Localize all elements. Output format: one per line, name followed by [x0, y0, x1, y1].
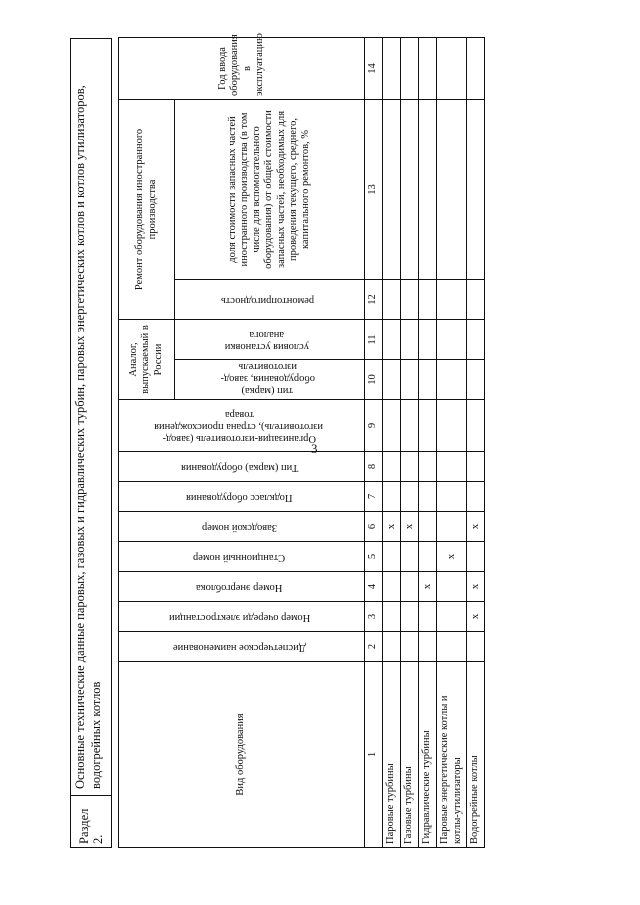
table-cell — [401, 572, 419, 602]
table-cell — [401, 602, 419, 632]
header-subclass: Подкласс оборудования — [119, 482, 365, 512]
page-number: 3 — [311, 441, 318, 456]
column-number: 14 — [365, 37, 383, 99]
column-number: 12 — [365, 279, 383, 319]
table-row — [419, 37, 437, 847]
table-cell — [467, 360, 485, 400]
table-row — [467, 37, 485, 847]
table-cell — [383, 572, 401, 602]
column-number-row — [365, 37, 383, 847]
table-cell — [419, 400, 437, 452]
section-header — [70, 38, 112, 848]
table-cell — [383, 632, 401, 662]
table-cell — [401, 360, 419, 400]
table-cell — [437, 319, 467, 359]
header-plant-queue: Номер очереди электростанции — [119, 602, 365, 632]
table-cell — [383, 319, 401, 359]
table-cell — [437, 632, 467, 662]
table-cell — [401, 37, 419, 99]
table-cell — [419, 542, 437, 572]
table-cell — [467, 542, 485, 572]
table-cell — [401, 542, 419, 572]
table-cell — [383, 37, 401, 99]
table-cell — [383, 482, 401, 512]
cell-mark: x — [467, 602, 485, 632]
table-cell — [419, 99, 437, 279]
table-cell — [437, 360, 467, 400]
header-serial-number: Заводской номер — [119, 512, 365, 542]
row-equipment-name: Паровые турбины — [383, 662, 401, 848]
header-unit-number: Номер энергоблока — [119, 572, 365, 602]
table-row — [401, 37, 419, 847]
header-analog-group: Аналог, выпускаемый в России — [119, 319, 175, 399]
column-number: 1 — [365, 662, 383, 848]
row-equipment-name: Паровые энергетические котлы и котлы-утилизаторы — [437, 662, 467, 848]
rotated-form — [70, 33, 482, 848]
table-cell — [419, 482, 437, 512]
header-repairability: ремонтопригодность — [175, 279, 365, 319]
table-cell — [419, 279, 437, 319]
table-cell — [437, 602, 467, 632]
table-cell — [467, 452, 485, 482]
row-equipment-name: Газовые турбины — [401, 662, 419, 848]
cell-mark: x — [419, 572, 437, 602]
table-cell — [419, 319, 437, 359]
table-row — [383, 37, 401, 847]
table-cell — [383, 99, 401, 279]
table-cell — [383, 360, 401, 400]
table-cell — [419, 360, 437, 400]
column-number: 5 — [365, 542, 383, 572]
column-number: 3 — [365, 602, 383, 632]
header-manufacturer: Организация-изготовитель (завод-изготовитель), страна происхождения товара — [119, 400, 365, 452]
table-cell — [467, 319, 485, 359]
table-cell — [437, 279, 467, 319]
cell-mark: x — [383, 512, 401, 542]
table-cell — [383, 400, 401, 452]
table-cell — [401, 482, 419, 512]
header-equipment-type: Вид оборудования — [119, 662, 365, 848]
table-cell — [437, 512, 467, 542]
header-model: Тип (марка) оборудования — [119, 452, 365, 482]
header-foreign-parts-share: доля стоимости запасных частей иностранного производства (в том числе для вспомогательного оборудования) от общей стоимости запасных частей, необходимых для проведения текущего, среднего, капитального ремонтов, % — [175, 99, 365, 279]
table-cell — [467, 482, 485, 512]
table-cell — [383, 602, 401, 632]
column-number: 4 — [365, 572, 383, 602]
header-dispatch-name: Диспетчерское наименование — [119, 632, 365, 662]
table-cell — [467, 37, 485, 99]
table-cell — [401, 279, 419, 319]
table-cell — [467, 400, 485, 452]
column-number: 6 — [365, 512, 383, 542]
table-cell — [401, 632, 419, 662]
cell-mark: x — [401, 512, 419, 542]
column-number: 7 — [365, 482, 383, 512]
table-cell — [437, 572, 467, 602]
header-repair-group: Ремонт оборудования иностранного производства — [119, 99, 175, 319]
row-equipment-name: Гидравлические турбины — [419, 662, 437, 848]
column-number: 8 — [365, 452, 383, 482]
table-cell — [383, 542, 401, 572]
cell-mark: x — [467, 572, 485, 602]
equipment-rows — [383, 37, 485, 847]
section-title: Основные технические данные паровых, газовых и гидравлических турбин, паровых энергетических котлов и котлов утилизаторов, водогрейных котлов — [71, 39, 112, 796]
equipment-table — [118, 33, 485, 848]
table-cell — [401, 99, 419, 279]
column-number: 11 — [365, 319, 383, 359]
table-cell — [419, 452, 437, 482]
table-row — [437, 37, 467, 847]
table-cell — [437, 482, 467, 512]
table-cell — [419, 512, 437, 542]
section-label: Раздел 2. — [71, 796, 112, 848]
table-cell — [437, 99, 467, 279]
column-number: 13 — [365, 99, 383, 279]
column-number: 9 — [365, 400, 383, 452]
table-cell — [383, 279, 401, 319]
table-cell — [401, 400, 419, 452]
column-number: 10 — [365, 360, 383, 400]
row-equipment-name: Водогрейные котлы — [467, 662, 485, 848]
table-cell — [437, 37, 467, 99]
table-cell — [437, 452, 467, 482]
header-commissioning-year: Год ввода оборудования в эксплуатацию — [119, 37, 365, 99]
table-cell — [437, 400, 467, 452]
table-cell — [467, 99, 485, 279]
table-cell — [383, 452, 401, 482]
column-number: 2 — [365, 632, 383, 662]
header-analog-model: тип (марка) оборудования, завод-изготовитель — [175, 360, 365, 400]
table-cell — [401, 319, 419, 359]
table-cell — [419, 37, 437, 99]
header-station-number: Станционный номер — [119, 542, 365, 572]
header-analog-conditions: условия установки аналога — [175, 319, 365, 359]
table-cell — [401, 452, 419, 482]
cell-mark: x — [467, 512, 485, 542]
cell-mark: x — [437, 542, 467, 572]
table-cell — [419, 602, 437, 632]
table-cell — [467, 632, 485, 662]
table-cell — [419, 632, 437, 662]
table-cell — [467, 279, 485, 319]
